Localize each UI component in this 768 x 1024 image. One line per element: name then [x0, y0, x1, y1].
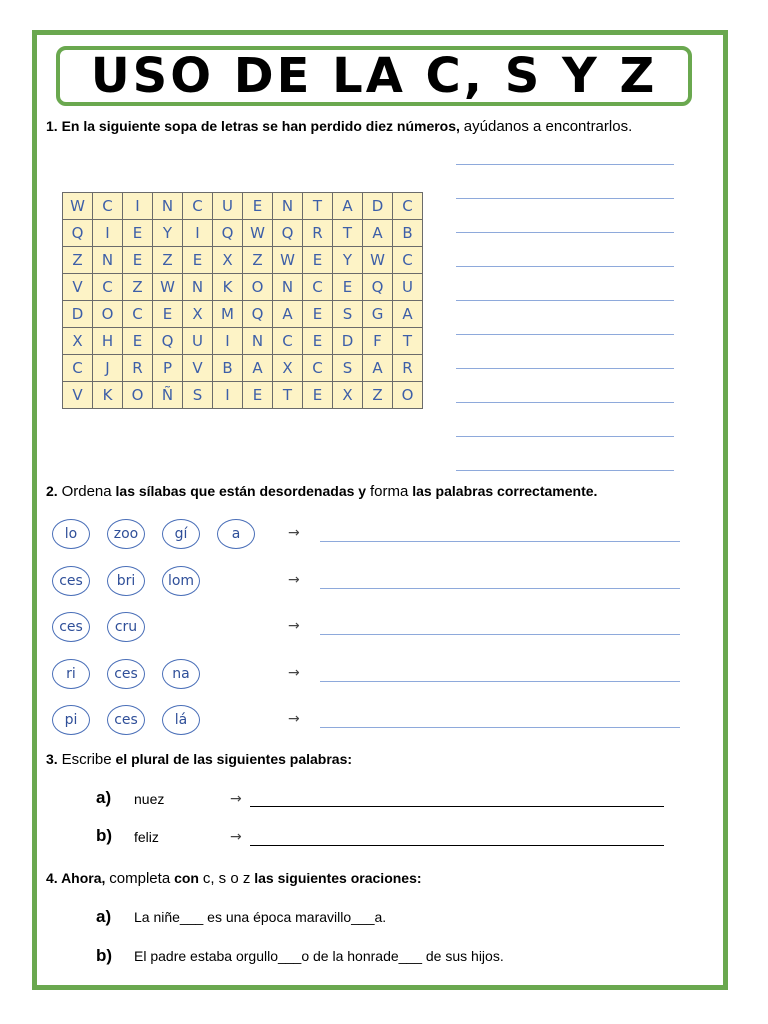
grid-row: [63, 328, 423, 355]
syllable-bubble: ces: [52, 612, 90, 642]
grid-cell[interactable]: T: [273, 382, 303, 409]
grid-cell[interactable]: N: [273, 274, 303, 301]
syllable-bubble: zoo: [107, 519, 145, 549]
grid-cell[interactable]: C: [93, 193, 123, 220]
q3-text-rest: el plural de las siguientes palabras:: [115, 751, 353, 767]
grid-cell[interactable]: A: [333, 193, 363, 220]
grid-cell[interactable]: X: [273, 355, 303, 382]
grid-cell[interactable]: E: [123, 247, 153, 274]
q4-text-con: con: [174, 870, 199, 886]
grid-cell[interactable]: P: [153, 355, 183, 382]
grid-cell[interactable]: S: [333, 355, 363, 382]
grid-cell[interactable]: T: [333, 220, 363, 247]
q2-word-forma: forma: [369, 483, 409, 500]
grid-cell[interactable]: E: [183, 247, 213, 274]
syllable-bubble: lo: [52, 519, 90, 549]
syllable-bubble: ces: [107, 659, 145, 689]
q3-word-escribe: Escribe: [61, 751, 112, 768]
grid-cell[interactable]: V: [63, 382, 93, 409]
q4-item-a-sentence: La niñe___ es una época maravillo___a.: [134, 909, 387, 925]
grid-cell[interactable]: R: [123, 355, 153, 382]
q1-answer-line[interactable]: [456, 232, 674, 233]
grid-cell[interactable]: N: [93, 247, 123, 274]
grid-cell[interactable]: A: [363, 220, 393, 247]
q1-answer-line[interactable]: [456, 198, 674, 199]
q4-word-completa: completa: [109, 870, 171, 887]
syllable-answer-line[interactable]: [320, 634, 680, 635]
grid-cell[interactable]: C: [183, 193, 213, 220]
syllable-bubble: na: [162, 659, 200, 689]
q3-item-b-word: feliz: [134, 829, 159, 845]
grid-cell[interactable]: O: [393, 382, 423, 409]
page-border: [32, 30, 728, 990]
q1-answer-line[interactable]: [456, 368, 674, 369]
grid-cell[interactable]: O: [93, 301, 123, 328]
grid-cell[interactable]: E: [243, 193, 273, 220]
grid-cell[interactable]: A: [363, 355, 393, 382]
syllable-bubble: pi: [52, 705, 90, 735]
grid-cell[interactable]: E: [123, 328, 153, 355]
q2-word-ordena: Ordena: [61, 483, 112, 500]
grid-cell[interactable]: Z: [243, 247, 273, 274]
grid-cell[interactable]: N: [273, 193, 303, 220]
grid-cell[interactable]: Z: [63, 247, 93, 274]
grid-cell[interactable]: U: [183, 328, 213, 355]
syllable-answer-line[interactable]: [320, 681, 680, 682]
grid-cell[interactable]: J: [93, 355, 123, 382]
grid-cell[interactable]: T: [303, 193, 333, 220]
grid-cell[interactable]: I: [213, 328, 243, 355]
grid-cell[interactable]: Q: [63, 220, 93, 247]
grid-cell[interactable]: C: [93, 274, 123, 301]
question-3: [46, 751, 352, 768]
grid-cell[interactable]: V: [183, 355, 213, 382]
q2-text-mid: las sílabas que están desordenadas y: [115, 483, 367, 499]
q3-item-a-arrow: →: [230, 791, 242, 807]
grid-cell[interactable]: E: [243, 382, 273, 409]
q4-number: 4.: [46, 870, 58, 886]
q1-answer-line[interactable]: [456, 266, 674, 267]
grid-cell[interactable]: R: [303, 220, 333, 247]
q1-answer-line[interactable]: [456, 470, 674, 471]
q1-answer-line[interactable]: [456, 300, 674, 301]
syllable-bubble: ces: [107, 705, 145, 735]
grid-cell[interactable]: C: [273, 328, 303, 355]
grid-cell[interactable]: W: [363, 247, 393, 274]
grid-cell[interactable]: E: [303, 328, 333, 355]
word-search-grid: [62, 192, 423, 409]
syllable-answer-line[interactable]: [320, 588, 680, 589]
grid-cell[interactable]: D: [363, 193, 393, 220]
grid-cell[interactable]: Q: [243, 301, 273, 328]
q4-item-a-letter: a): [96, 907, 112, 926]
syllable-answer-line[interactable]: [320, 541, 680, 542]
q4-text-end: las siguientes oraciones:: [254, 870, 422, 886]
grid-row: [63, 355, 423, 382]
question-4: [46, 870, 422, 887]
grid-cell[interactable]: I: [183, 220, 213, 247]
grid-cell[interactable]: W: [153, 274, 183, 301]
grid-cell[interactable]: S: [333, 301, 363, 328]
grid-row: [63, 220, 423, 247]
grid-cell[interactable]: S: [183, 382, 213, 409]
grid-cell[interactable]: A: [243, 355, 273, 382]
grid-row: [63, 301, 423, 328]
grid-cell[interactable]: D: [333, 328, 363, 355]
grid-cell[interactable]: E: [303, 382, 333, 409]
grid-cell[interactable]: N: [183, 274, 213, 301]
syllable-arrow: →: [288, 571, 300, 588]
q1-answer-line[interactable]: [456, 334, 674, 335]
grid-cell[interactable]: V: [63, 274, 93, 301]
grid-cell[interactable]: A: [273, 301, 303, 328]
q4-item-b-sentence: El padre estaba orgullo___o de la honrade___ de sus hijos.: [134, 948, 504, 964]
grid-cell[interactable]: W: [63, 193, 93, 220]
grid-cell[interactable]: Q: [153, 328, 183, 355]
q1-answer-line[interactable]: [456, 402, 674, 403]
grid-cell[interactable]: E: [303, 301, 333, 328]
syllable-bubble: gí: [162, 519, 200, 549]
page-title: USO DE LA C, S Y Z: [90, 48, 658, 104]
grid-cell[interactable]: M: [213, 301, 243, 328]
grid-cell[interactable]: Q: [213, 220, 243, 247]
grid-cell[interactable]: K: [93, 382, 123, 409]
question-2: [46, 483, 597, 500]
syllable-bubble: ri: [52, 659, 90, 689]
grid-cell[interactable]: X: [183, 301, 213, 328]
grid-cell[interactable]: C: [303, 274, 333, 301]
grid-cell[interactable]: E: [303, 247, 333, 274]
q3-item-b-arrow: →: [230, 829, 242, 845]
grid-cell[interactable]: C: [393, 247, 423, 274]
grid-cell[interactable]: Z: [123, 274, 153, 301]
grid-cell[interactable]: E: [123, 220, 153, 247]
grid-cell[interactable]: G: [363, 301, 393, 328]
grid-row: [63, 382, 423, 409]
grid-cell[interactable]: H: [93, 328, 123, 355]
grid-cell[interactable]: N: [153, 193, 183, 220]
syllable-bubble: lom: [162, 566, 200, 596]
syllable-arrow: →: [288, 664, 300, 681]
grid-cell[interactable]: W: [273, 247, 303, 274]
grid-cell[interactable]: Q: [363, 274, 393, 301]
grid-row: [63, 193, 423, 220]
syllable-arrow: →: [288, 618, 300, 634]
syllable-bubble: a: [217, 519, 255, 549]
q1-text-light: ayúdanos a encontrarlos.: [463, 118, 633, 135]
q3-item-a-answer-line[interactable]: [250, 806, 664, 807]
grid-cell[interactable]: W: [243, 220, 273, 247]
q4-word-ahora: Ahora,: [61, 870, 106, 886]
grid-cell[interactable]: I: [93, 220, 123, 247]
grid-cell[interactable]: R: [393, 355, 423, 382]
q1-text-bold: En la siguiente sopa de letras se han perdido diez números,: [61, 118, 460, 134]
q1-answer-line[interactable]: [456, 164, 674, 165]
grid-cell[interactable]: Y: [333, 247, 363, 274]
q4-item-b-letter: b): [96, 946, 113, 965]
grid-cell[interactable]: T: [393, 328, 423, 355]
grid-cell[interactable]: Q: [273, 220, 303, 247]
grid-cell[interactable]: U: [213, 193, 243, 220]
grid-cell[interactable]: E: [153, 301, 183, 328]
grid-cell[interactable]: A: [393, 301, 423, 328]
grid-cell[interactable]: Ñ: [153, 382, 183, 409]
question-1: [46, 118, 632, 135]
grid-cell[interactable]: C: [393, 193, 423, 220]
syllable-arrow: →: [288, 525, 300, 541]
q1-answer-line[interactable]: [456, 436, 674, 437]
grid-cell[interactable]: D: [63, 301, 93, 328]
grid-cell[interactable]: O: [243, 274, 273, 301]
q1-number: 1.: [46, 118, 58, 134]
grid-cell[interactable]: X: [213, 247, 243, 274]
grid-cell[interactable]: E: [333, 274, 363, 301]
q4-letters: c, s o z: [202, 870, 251, 887]
grid-cell[interactable]: K: [213, 274, 243, 301]
grid-row: [63, 274, 423, 301]
grid-cell[interactable]: Z: [363, 382, 393, 409]
grid-cell[interactable]: I: [123, 193, 153, 220]
q2-number: 2.: [46, 483, 58, 499]
grid-cell[interactable]: B: [213, 355, 243, 382]
syllable-bubble: bri: [107, 566, 145, 596]
q3-item-b-letter: b): [96, 826, 113, 845]
grid-cell[interactable]: B: [393, 220, 423, 247]
grid-row: [63, 247, 423, 274]
syllable-bubble: ces: [52, 566, 90, 596]
q3-item-b-answer-line[interactable]: [250, 845, 664, 846]
q3-number: 3.: [46, 751, 58, 767]
syllable-bubble: lá: [162, 705, 200, 735]
syllable-answer-line[interactable]: [320, 727, 680, 728]
grid-cell[interactable]: C: [63, 355, 93, 382]
grid-cell[interactable]: C: [303, 355, 333, 382]
grid-cell[interactable]: Z: [153, 247, 183, 274]
grid-cell[interactable]: Y: [153, 220, 183, 247]
grid-cell[interactable]: X: [63, 328, 93, 355]
grid-cell[interactable]: F: [363, 328, 393, 355]
grid-cell[interactable]: N: [243, 328, 273, 355]
syllable-arrow: →: [288, 711, 300, 727]
q3-item-a-word: nuez: [134, 791, 165, 807]
grid-cell[interactable]: O: [123, 382, 153, 409]
grid-cell[interactable]: C: [123, 301, 153, 328]
grid-cell[interactable]: X: [333, 382, 363, 409]
q3-item-a-letter: a): [96, 788, 112, 807]
grid-cell[interactable]: I: [213, 382, 243, 409]
grid-cell[interactable]: U: [393, 274, 423, 301]
syllable-bubble: cru: [107, 612, 145, 642]
q2-text-end: las palabras correctamente.: [412, 483, 598, 499]
title-box: [56, 46, 692, 106]
